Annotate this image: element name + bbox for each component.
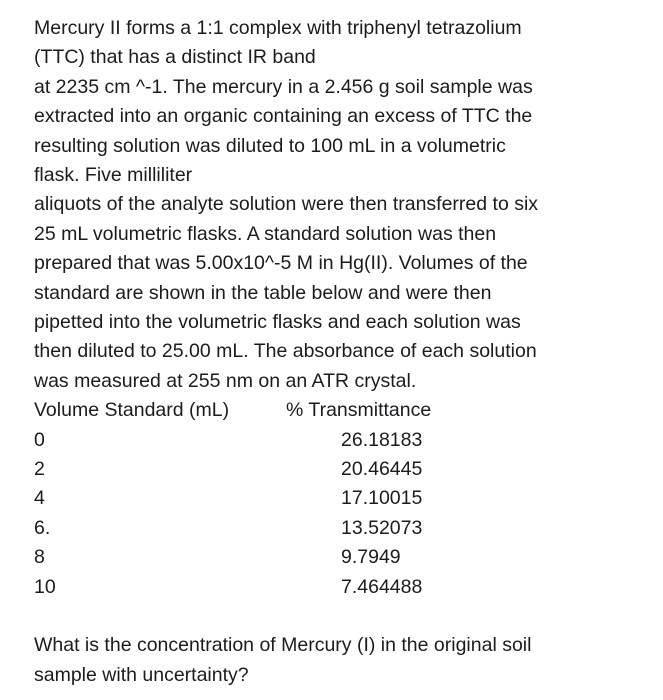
paragraph-line: standard are shown in the table below and were then bbox=[34, 281, 492, 304]
table-cell-volume: 4 bbox=[34, 487, 45, 510]
paragraph-line: then diluted to 25.00 mL. The absorbance of each solution bbox=[34, 340, 537, 363]
table-header-transmittance: % Transmittance bbox=[286, 399, 432, 422]
table-row bbox=[34, 455, 634, 484]
question-line: What is the concentration of Mercury (I) in the original soil bbox=[34, 634, 532, 657]
table-header-volume: Volume Standard (mL) bbox=[34, 399, 230, 422]
paragraph-line: was measured at 255 nm on an ATR crystal. bbox=[34, 369, 417, 392]
table-cell-volume: 0 bbox=[34, 428, 45, 451]
paragraph-line: extracted into an organic containing an excess of TTC the bbox=[34, 105, 533, 128]
table-cell-transmittance: 20.46445 bbox=[341, 458, 423, 481]
paragraph-line: (TTC) that has a distinct IR band bbox=[34, 46, 316, 69]
problem-document bbox=[34, 14, 634, 690]
table-cell-transmittance: 17.10015 bbox=[341, 487, 423, 510]
problem-paragraph bbox=[34, 14, 634, 396]
paragraph-line: pipetted into the volumetric flasks and each solution was bbox=[34, 311, 521, 334]
question-line: sample with uncertainty? bbox=[34, 663, 249, 686]
data-table bbox=[34, 396, 634, 602]
table-row bbox=[34, 514, 634, 543]
table-row bbox=[34, 426, 634, 455]
table-row bbox=[34, 573, 634, 602]
paragraph-line: prepared that was 5.00x10^-5 M in Hg(II). Volumes of the bbox=[34, 252, 528, 275]
table-row bbox=[34, 543, 634, 572]
blank-line bbox=[34, 602, 634, 631]
table-cell-transmittance: 13.52073 bbox=[341, 516, 423, 539]
paragraph-line: aliquots of the analyte solution were then transferred to six bbox=[34, 193, 539, 216]
table-row bbox=[34, 484, 634, 513]
table-cell-volume: 10 bbox=[34, 575, 56, 598]
paragraph-line: at 2235 cm ^-1. The mercury in a 2.456 g soil sample was bbox=[34, 75, 533, 98]
paragraph-line: Mercury II forms a 1:1 complex with triphenyl tetrazolium bbox=[34, 17, 522, 39]
paragraph-line: resulting solution was diluted to 100 mL in a volumetric bbox=[34, 134, 506, 157]
table-header-row bbox=[34, 396, 634, 425]
table-cell-transmittance: 26.18183 bbox=[341, 428, 423, 451]
table-cell-volume: 6. bbox=[34, 516, 51, 539]
question-paragraph bbox=[34, 631, 634, 690]
paragraph-line: 25 mL volumetric flasks. A standard solution was then bbox=[34, 222, 497, 245]
table-cell-volume: 8 bbox=[34, 546, 45, 569]
table-cell-transmittance: 9.7949 bbox=[341, 546, 401, 569]
table-cell-volume: 2 bbox=[34, 458, 45, 481]
table-cell-transmittance: 7.464488 bbox=[341, 575, 423, 598]
paragraph-line: flask. Five milliliter bbox=[34, 164, 193, 187]
